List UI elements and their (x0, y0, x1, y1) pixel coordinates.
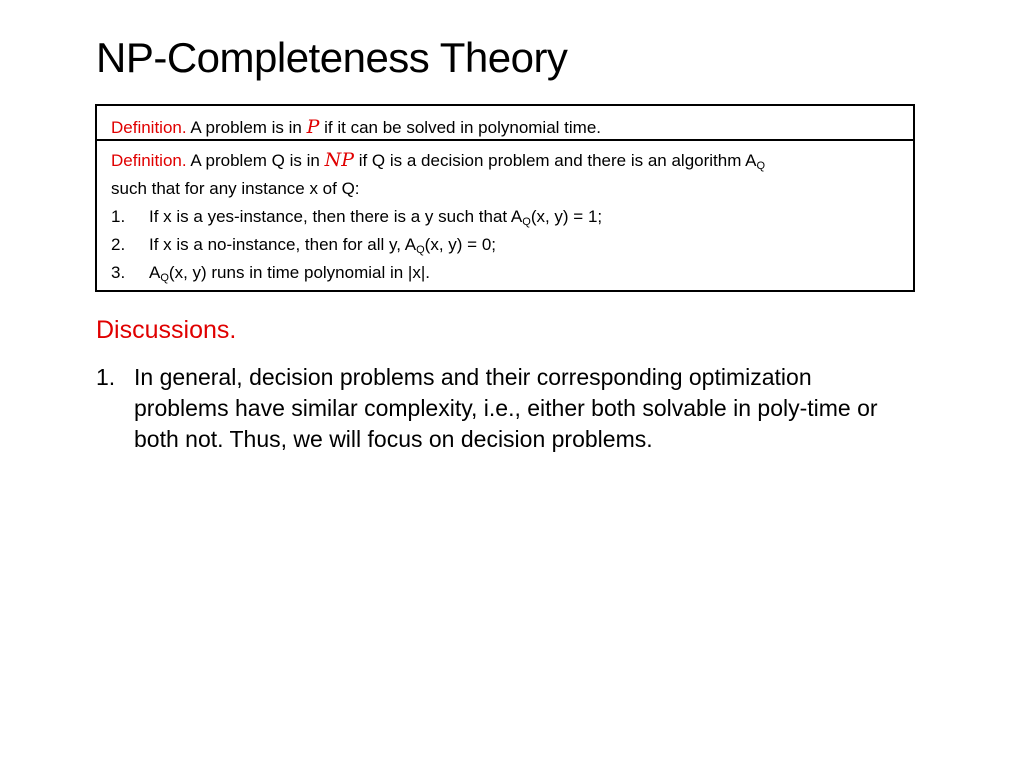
condition-text (149, 231, 496, 259)
discussion-text: In general, decision problems and their corresponding optimization problems have similar complexity, i.e., either both solvable in poly-time or both not. Thus, we will focus on decision problems. (134, 364, 878, 452)
condition-item (111, 231, 899, 259)
condition-text-pre: If x is a no-instance, then for all y, A (149, 235, 417, 254)
discussion-item (96, 362, 896, 455)
definition-label: Definition. (111, 151, 187, 170)
discussion-list (96, 362, 896, 455)
definition-np-line-2: such that for any instance x of Q: (111, 179, 360, 198)
condition-subscript: Q (416, 244, 425, 256)
definition-np-box (95, 139, 915, 292)
condition-text (149, 203, 602, 231)
class-np-symbol: NP (324, 149, 354, 171)
definition-p-box (95, 104, 915, 141)
definition-text: if Q is a decision problem and there is an algorithm A (353, 151, 757, 170)
condition-text (149, 259, 430, 287)
definition-text: if it can be solved in polynomial time. (319, 118, 602, 137)
condition-text-pre: If x is a yes-instance, then there is a y such that A (149, 207, 523, 226)
class-p-symbol: P (306, 116, 320, 138)
condition-text-post: (x, y) = 0; (424, 235, 496, 254)
condition-number: 1. (111, 207, 126, 226)
condition-text-pre: A (149, 263, 161, 282)
condition-number: 2. (111, 235, 126, 254)
condition-text-post: (x, y) = 1; (530, 207, 603, 226)
condition-item (111, 259, 899, 287)
condition-text-post: (x, y) runs in time polynomial in |x|. (168, 263, 430, 282)
condition-number: 3. (111, 263, 126, 282)
slide-title: NP-Completeness Theory (96, 34, 568, 81)
definition-np-line (111, 146, 899, 175)
definition-text: A problem Q is in (186, 151, 325, 170)
discussions-heading: Discussions. (96, 316, 237, 344)
definition-label: Definition. (111, 118, 187, 137)
definition-text: A problem is in (186, 118, 307, 137)
condition-subscript: Q (160, 272, 169, 284)
definition-p-line (111, 113, 899, 142)
condition-subscript: Q (522, 216, 531, 228)
condition-item (111, 203, 899, 231)
algorithm-subscript: Q (756, 160, 766, 172)
discussion-number: 1. (96, 364, 116, 390)
